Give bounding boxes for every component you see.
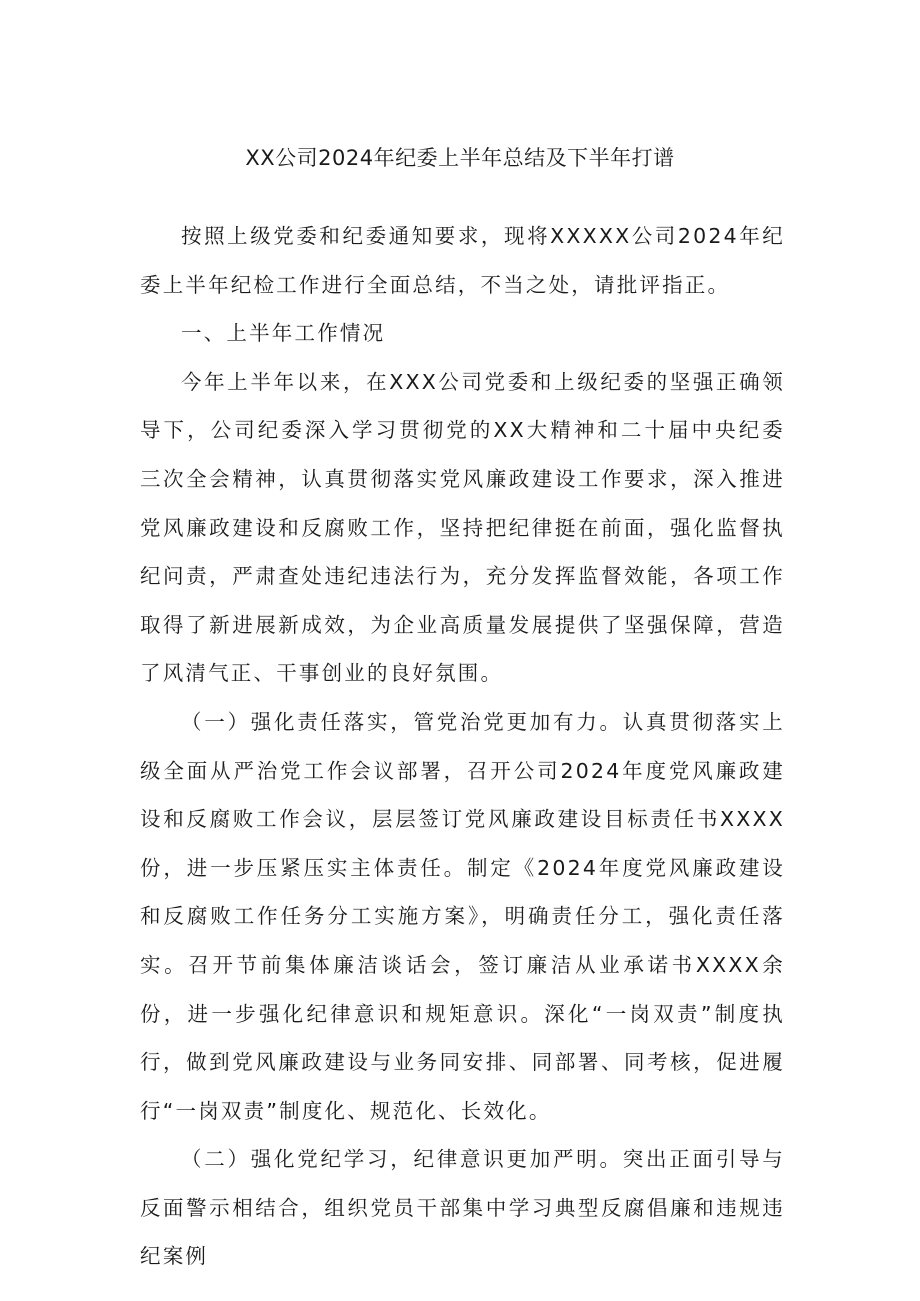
subsection-paragraph-1: （一）强化责任落实，管党治党更加有力。认真贯彻落实上级全面从严治党工作会议部署，召开公司2024年度党风廉政建设和反腐败工作会议，层层签订党风廉政建设目标责任书XXXX份，进一步压紧压实主体责任。制定《2024年度党风廉政建设和反腐败工作任务分工实施方案》，明确责任分工，强化责任落实。召开节前集体廉洁谈话会，签订廉洁从业承诺书XXXX余份，进一步强化纪律意识和规矩意识。深化“一岗双责”制度执行，做到党风廉政建设与业务同安排、同部署、同考核，促进履行“一岗双责”制度化、规范化、长效化。 <box>140 709 785 1123</box>
intro-paragraph: 按照上级党委和纪委通知要求，现将XXXXX公司2024年纪委上半年纪检工作进行全面总结，不当之处，请批评指正。 <box>140 224 785 297</box>
overview-paragraph: 今年上半年以来，在XXX公司党委和上级纪委的坚强正确领导下，公司纪委深入学习贯彻党的XX大精神和二十届中央纪委三次全会精神，认真贯彻落实党风廉政建设工作要求，深入推进党风廉政建设和反腐败工作，坚持把纪律挺在前面，强化监督执纪问责，严肃查处违纪违法行为，充分发挥监督效能，各项工作取得了新进展新成效，为企业高质量发展提供了坚强保障，营造了风清气正、干事创业的良好氛围。 <box>140 369 785 686</box>
document-title: XX公司2024年纪委上半年总结及下半年打谱 <box>245 146 675 170</box>
section-heading: 一、上半年工作情况 <box>181 321 386 346</box>
document-body <box>140 212 785 1281</box>
subsection-paragraph-2: （二）强化党纪学习，纪律意识更加严明。突出正面引导与反面警示相结合，组织党员干部集中学习典型反腐倡廉和违规违纪案例 <box>140 1147 785 1269</box>
